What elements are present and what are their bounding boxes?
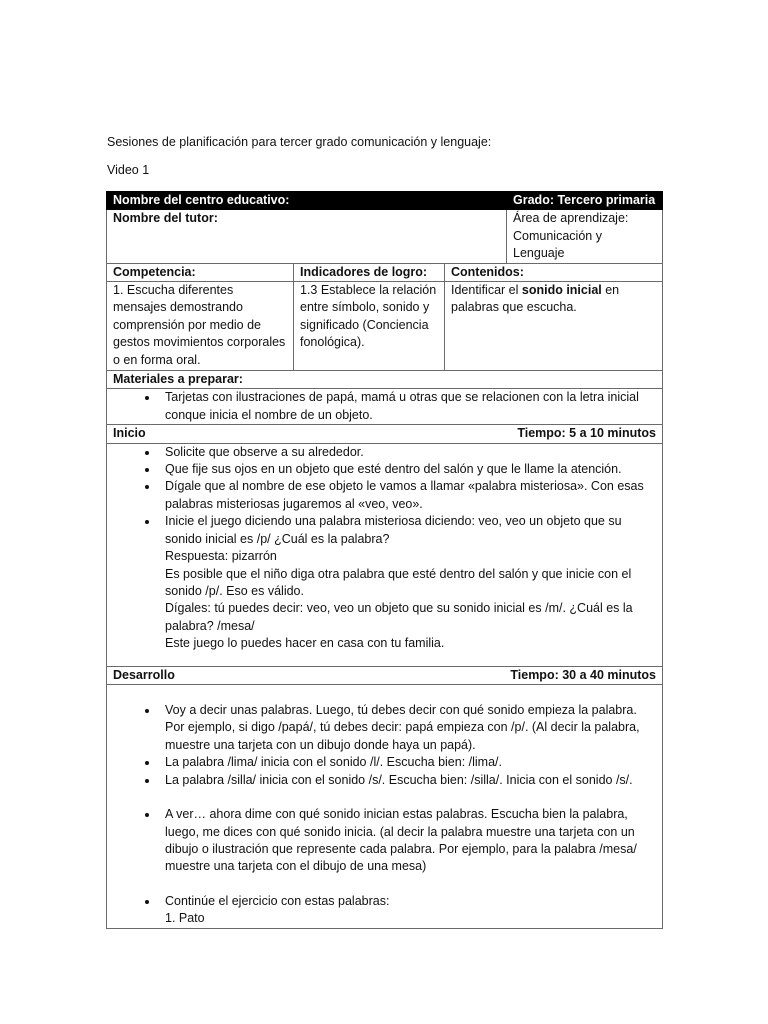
- learning-area-line: Lenguaje: [513, 246, 565, 261]
- materiales-row: [107, 389, 663, 425]
- grade-label: Grado: Tercero primaria: [507, 192, 663, 210]
- desarrollo-header: [107, 666, 663, 684]
- header-row: [107, 192, 663, 210]
- learning-area-line: Comunicación y: [513, 228, 602, 243]
- tutor-label: Nombre del tutor:: [107, 210, 507, 263]
- content-row: [107, 282, 663, 371]
- continuation-line: Es posible que el niño diga otra palabra que esté dentro del salón y que inicie con el sonido /p/. Eso es válido.: [165, 566, 632, 598]
- video-label: Video 1: [107, 163, 150, 177]
- inicio-label: Inicio: [113, 426, 146, 441]
- list-item: • Inicie el juego diciendo una palabra misteriosa diciendo: veo, veo un objeto que su sonido inicial es /p/ ¿Cuál es la palabra? Respuesta: pizarrón Es posible que el niño diga otra palabra que esté dentro del salón y que inicie con el sonido /p/. Eso es válido. Dígales: tú puedes decir: veo, veo un objeto que su sonido inicial es /m/. ¿Cuál es la palabra? /mesa/ Este juego lo puedes hacer en casa con tu familia.: [159, 513, 656, 652]
- materiales-list: [113, 389, 656, 424]
- inicio-row: [107, 443, 663, 666]
- planning-table: [106, 191, 663, 929]
- desarrollo-label: Desarrollo: [113, 667, 175, 682]
- continuation-line: Este juego lo puedes hacer en casa con tu familia.: [165, 636, 445, 651]
- list-item: • Voy a decir unas palabras. Luego, tú debes decir con qué sonido empieza la palabra. Por ejemplo, si digo /papá/, tú debes decir: papá empieza con /p/. (Al decir la palabra, muestre una tarjeta con un dibujo donde haya un papá).: [159, 702, 656, 754]
- materiales-header-row: [107, 371, 663, 389]
- continuation-line: Dígales: tú puedes decir: veo, veo un objeto que su sonido inicial es /m/. ¿Cuál es la palabra? /mesa/: [165, 601, 633, 633]
- contenidos-header: Contenidos:: [445, 263, 663, 281]
- desarrollo-header-row: [107, 666, 663, 684]
- learning-area-cell: [507, 210, 663, 263]
- desarrollo-list-2: [113, 806, 656, 876]
- inicio-header-row: [107, 425, 663, 443]
- list-item: • Continúe el ejercicio con estas palabras: 1. Pato: [159, 893, 656, 928]
- tutor-row: [107, 210, 663, 263]
- inicio-header: [107, 425, 663, 443]
- materiales-label: Materiales a preparar:: [107, 371, 663, 389]
- learning-area-line: Área de aprendizaje:: [513, 211, 629, 226]
- materiales-cell: [107, 389, 663, 425]
- desarrollo-time: Tiempo: 30 a 40 minutos: [510, 667, 657, 682]
- contenidos-text: Identificar el sonido inicial en palabras que escucha.: [445, 282, 663, 371]
- page-title: Sesiones de planificación para tercer grado comunicación y lenguaje:: [107, 135, 492, 149]
- inicio-time: Tiempo: 5 a 10 minutos: [517, 426, 657, 441]
- list-item: • Que fije sus ojos en un objeto que esté dentro del salón y que le llame la atención.: [159, 461, 656, 478]
- desarrollo-list-3: [113, 893, 656, 928]
- indicadores-header: Indicadores de logro:: [294, 263, 445, 281]
- desarrollo-cell: [107, 685, 663, 928]
- list-item: • La palabra /lima/ inicia con el sonido /l/. Escucha bien: /lima/.: [159, 754, 656, 771]
- desarrollo-row: [107, 685, 663, 928]
- desarrollo-list-1: [113, 702, 656, 789]
- word-list-item: 1. Pato: [165, 911, 205, 926]
- indicadores-text: 1.3 Establece la relación entre símbolo, sonido y significado (Conciencia fonológica).: [294, 282, 445, 371]
- list-item: • Tarjetas con ilustraciones de papá, mamá u otras que se relacionen con la letra inicial conque inicia el nombre de un objeto.: [159, 389, 656, 424]
- list-item: • La palabra /silla/ inicia con el sonido /s/. Escucha bien: /silla/. Inicia con el sonido /s/.: [159, 772, 656, 789]
- competencia-header: Competencia:: [107, 263, 294, 281]
- list-item: • Dígale que al nombre de ese objeto le vamos a llamar «palabra misteriosa». Con esas palabras misteriosas jugaremos al «veo, veo».: [159, 478, 656, 513]
- contenidos-bold: sonido inicial: [521, 283, 602, 298]
- competencia-text: 1. Escucha diferentes mensajes demostrando comprensión por medio de gestos movimientos corporales o en forma oral.: [107, 282, 294, 371]
- inicio-list: [113, 444, 656, 653]
- inicio-cell: [107, 443, 663, 666]
- school-name-label: Nombre del centro educativo:: [107, 192, 507, 210]
- continuation-line: Respuesta: pizarrón: [165, 549, 277, 564]
- list-item: • Solicite que observe a su alrededor.: [159, 444, 656, 461]
- list-item: • A ver… ahora dime con qué sonido inician estas palabras. Escucha bien la palabra, luego, me dices con qué sonido inicia. (al decir la palabra muestre una tarjeta con un dibujo o ilustración que represente cada palabra. Por ejemplo, para la palabra /mesa/ muestre una tarjeta con el dibujo de una mesa): [159, 806, 656, 876]
- columns-header-row: [107, 263, 663, 281]
